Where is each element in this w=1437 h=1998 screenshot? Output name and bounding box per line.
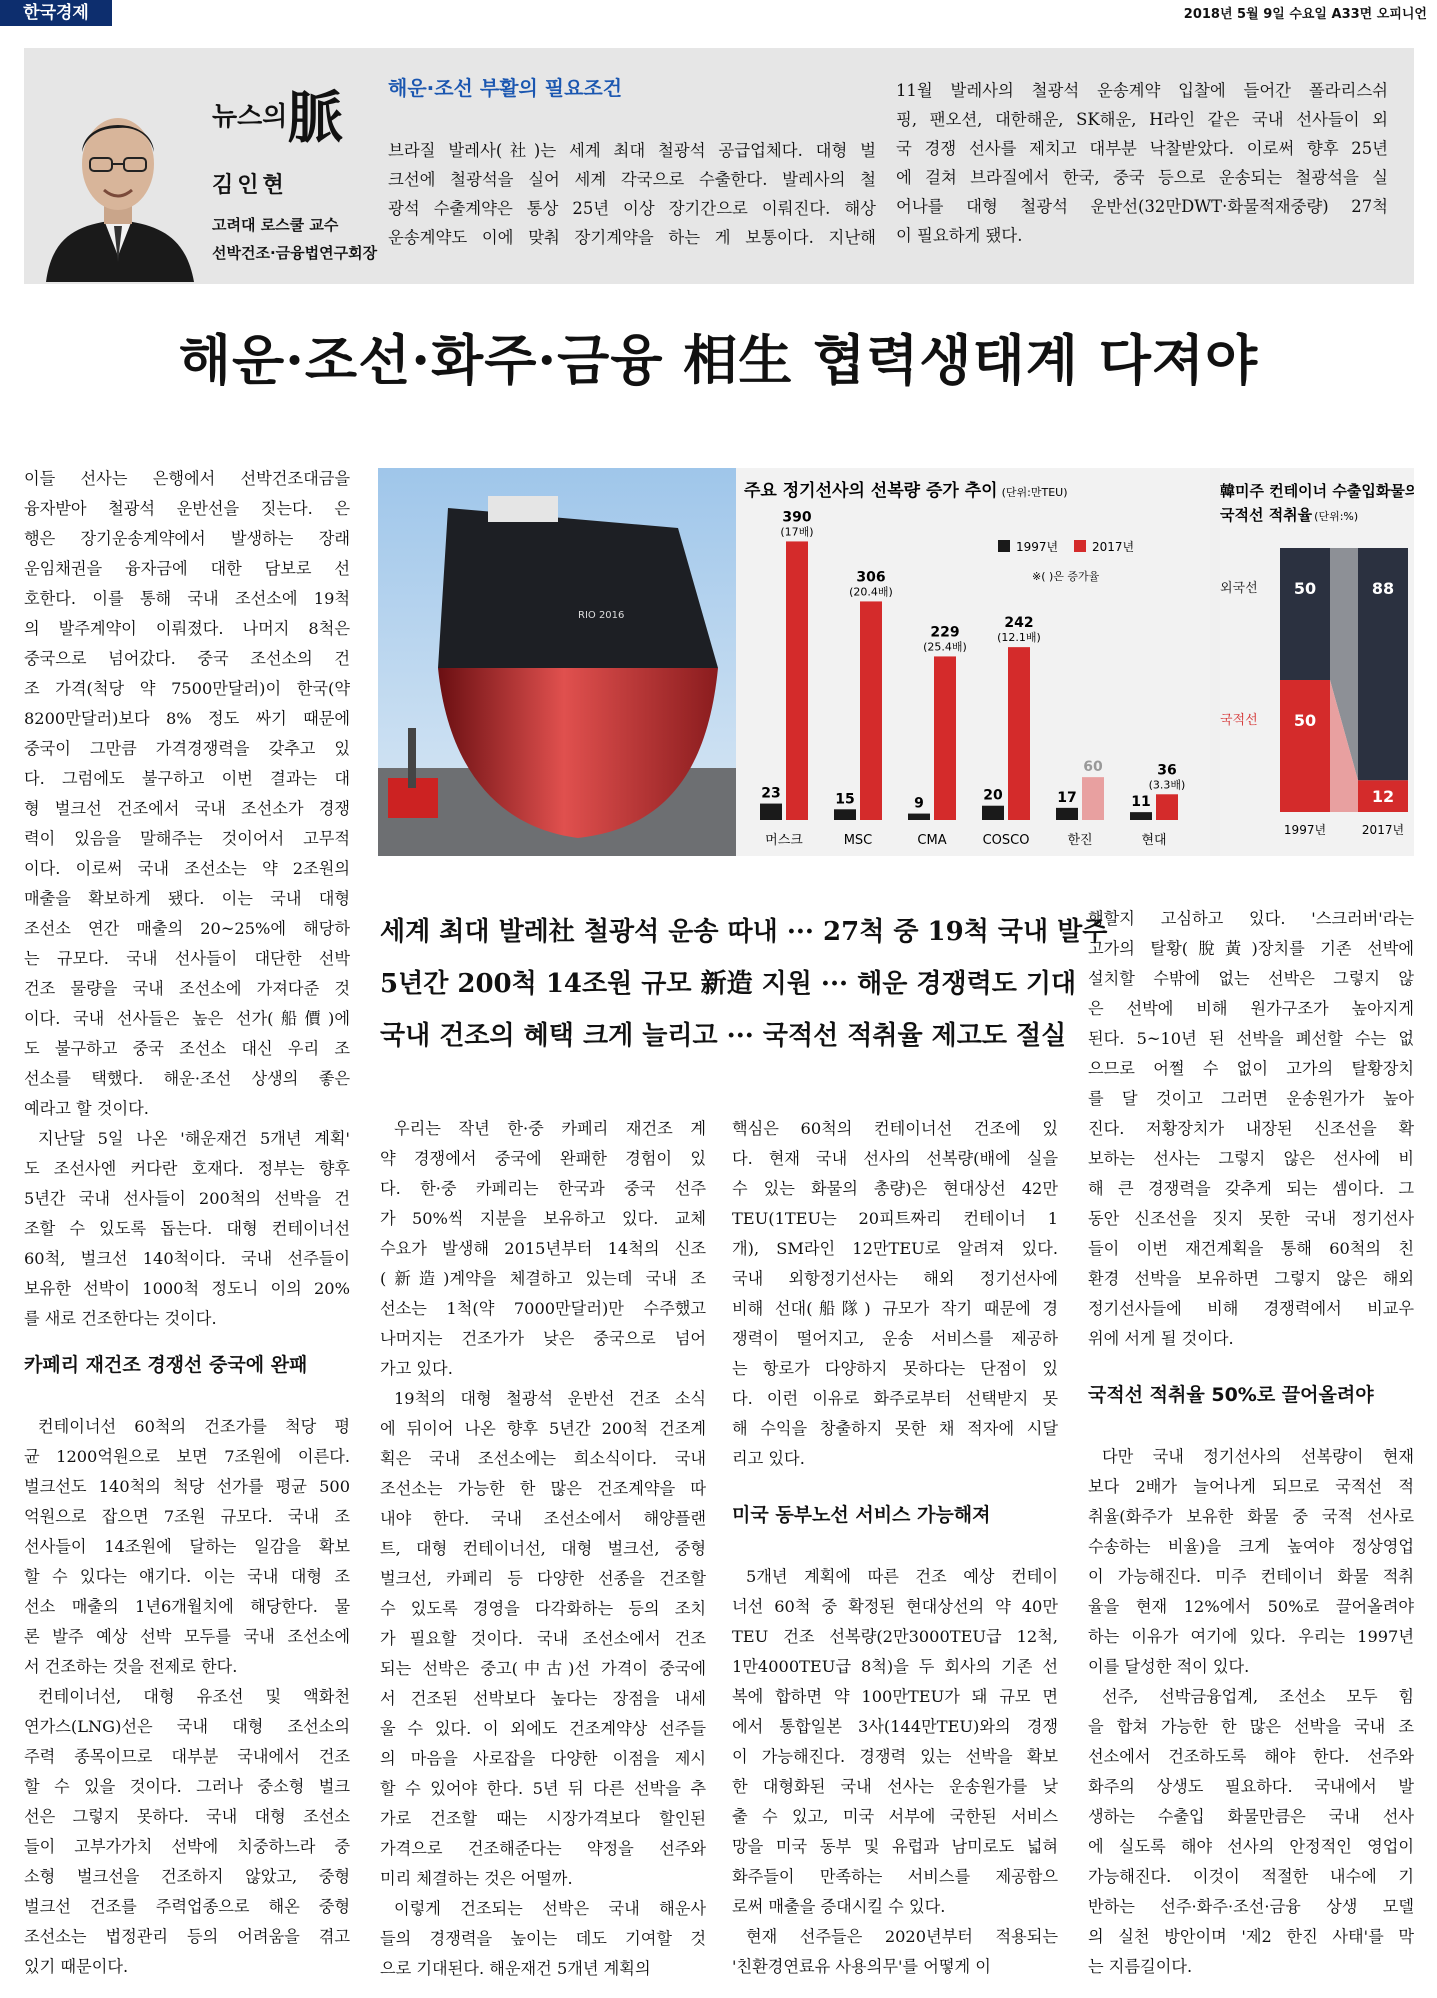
text-line: 획은 국내 조선소에는 희소식이다. 국내 (380, 1449, 706, 1468)
text-line: 조할 수 있도록 돕는다. 대형 컨테이너선 (24, 1219, 350, 1238)
text-line: 트, 대형 컨테이너선, 대형 벌크선, 중형 (380, 1539, 706, 1558)
text-line: 복에 합하면 약 100만TEU가 돼 규모 면 (732, 1687, 1058, 1706)
text-line: 이들 선사는 은행에서 선박건조대금을 (24, 469, 350, 488)
growth-label: (12.1배) (997, 631, 1041, 645)
text-line: 1만4000TEU급 8척)을 두 회사의 기존 선 (732, 1657, 1058, 1676)
category-label: 2017년 (1361, 823, 1405, 837)
text-line: 약 경쟁에서 중국에 완패한 경험이 있 (380, 1149, 706, 1168)
value-label: 242 (1004, 615, 1034, 632)
column-label: 뉴스의脈 (212, 85, 344, 151)
text-line: (新造)계약을 체결하고 있는데 국내 조 (380, 1269, 706, 1288)
main-headline: 해운·조선·화주·금융 相生 협력생태계 다져야 (178, 328, 1259, 392)
text-line: 비해 선대(船隊) 규모가 작기 때문에 경 (732, 1299, 1058, 1318)
stack-value: 12 (1371, 787, 1395, 807)
text-line: 보유한 선박이 1000척 정도니 이의 20% (24, 1279, 350, 1298)
text-line: 매출을 확보하게 됐다. 이는 국내 대형 (24, 889, 350, 908)
text-line: 8200만달러)보다 8% 정도 싸기 때문에 (24, 709, 350, 728)
text-line: 서 건조된 선박보다 높다는 장점을 내세 (380, 1689, 706, 1708)
column-header-box (24, 48, 1414, 284)
text-line: 19척의 대형 철광석 운반선 건조 소식 (394, 1389, 706, 1408)
text-line: 의 마음을 사로잡을 다양한 이점을 제시 (380, 1749, 706, 1768)
body-column-4 (1088, 904, 1414, 1354)
ratio-chart (1220, 468, 1414, 856)
text-line: 이렇게 건조되는 선박은 국내 해운사 (394, 1899, 706, 1918)
value-label: 229 (930, 624, 960, 641)
text-line: 이 가능해진다. 미주 컨테이너 화물 적취 (1088, 1567, 1414, 1586)
bar-한진-1997년 (1056, 808, 1078, 820)
text-line: 다. 이런 이유로 화주로부터 선택받지 못 (732, 1389, 1058, 1408)
body-column-2 (380, 1114, 706, 1984)
bar-MSC-2017년 (860, 601, 882, 820)
author-photo (38, 86, 198, 282)
text-line: 국내 외항정기선사는 해외 정기선사에 (732, 1269, 1058, 1288)
text-line: 다만 국내 정기선사의 선복량이 현재 (1102, 1447, 1414, 1466)
text-line: 벌크선 건조를 주력업종으로 해온 중형 (24, 1897, 350, 1916)
text-line: 출 수 있고, 미국 서부에 국한된 서비스 (732, 1807, 1058, 1826)
body-column-1b (24, 1412, 350, 1982)
text-line: 예라고 할 것이다. (24, 1099, 149, 1118)
text-line: 연가스(LNG)선은 국내 대형 조선소의 (24, 1717, 350, 1736)
text-line: 5년간 국내 선사들이 200척의 선박을 건 (24, 1189, 350, 1208)
text-line: 을 합쳐 가능한 한 많은 선박을 국내 조 (1088, 1717, 1414, 1736)
text-line: 정기선사들에 비해 경쟁력에서 비교우 (1088, 1299, 1414, 1318)
subheadline-2: 5년간 200척 14조원 규모 新造 지원 ··· 해운 경쟁력도 기대 (380, 969, 1077, 999)
chart2-title-line2: 국적선 적취율 (단위:%) (1220, 506, 1359, 524)
value-label: 60 (1083, 759, 1103, 776)
text-line: 고가의 탈황(脫黃)장치를 기존 선박에 (1088, 939, 1414, 958)
text-line: 력이 있음을 말해주는 것이어서 고무적 (24, 829, 350, 848)
value-label: 306 (856, 569, 886, 586)
body-column-4b (1088, 1442, 1414, 1982)
text-line: 지난달 5일 나온 '해운재건 5개년 계획' (38, 1129, 350, 1148)
text-line: 리고 있다. (732, 1449, 805, 1468)
text-line: 행은 장기운송계약에서 발생하는 장래 (24, 529, 350, 548)
text-line: 를 달 것이고 그러면 운송원가가 높아 (1088, 1089, 1414, 1108)
text-line: 반하는 선주·화주·조선·금융 상생 모델 (1088, 1897, 1414, 1916)
text-line: 설치할 수밖에 없는 선박은 그렇지 않 (1088, 969, 1414, 988)
text-line: 은 선박에 비해 원가구조가 높아지게 (1088, 999, 1414, 1018)
text-line: 도 불구하고 중국 조선소 대신 우리 조 (24, 1039, 350, 1058)
text-line: 우리는 작년 한·중 카페리 재건조 계 (394, 1119, 706, 1138)
text-line: 동안 신조선을 짓지 못한 국내 정기선사 (1088, 1209, 1414, 1228)
stack-value: 50 (1293, 711, 1317, 730)
infographic (378, 468, 1414, 856)
category-label: 머스크 (765, 833, 803, 848)
bar-현대-2017년 (1156, 794, 1178, 820)
text-line: 다. 현재 국내 선사의 선복량(배에 실을 (732, 1149, 1058, 1168)
value-label: 11 (1131, 794, 1151, 811)
text-line: 들이 이번 재건계획을 통해 60척의 친 (1088, 1239, 1414, 1258)
top-bar (0, 0, 1437, 26)
subheadline-3: 국내 건조의 혜택 크게 늘리고 ··· 국적선 적취율 제고도 절실 (380, 1021, 1067, 1051)
author-affiliation-2: 선박건조·금융법연구회장 (212, 244, 378, 262)
subheadline-1: 세계 최대 발레社 철광석 운송 따내 ··· 27척 중 19척 국내 발주 (380, 917, 1108, 947)
text-line: 위에 서게 될 것이다. (1088, 1329, 1234, 1348)
text-line: 율을 현재 12%에서 50%로 끌어올려야 (1088, 1597, 1414, 1616)
section-heading-1: 카페리 재건조 경쟁선 중국에 완패 (24, 1354, 308, 1376)
body-column-3b (732, 1562, 1058, 1982)
text-line: 현재 선주들은 2020년부터 적용되는 (746, 1927, 1058, 1946)
text-line: 벌크선, 카페리 등 다양한 선종을 건조할 (380, 1569, 706, 1588)
column-subtitle: 해운·조선 부활의 필요조건 (388, 76, 623, 100)
stack-value: 88 (1371, 579, 1395, 598)
text-line: 의 발주계약이 이뤄졌다. 나머지 8척은 (24, 619, 350, 638)
category-label: CMA (917, 833, 947, 848)
text-line: 개), SM라인 12만TEU로 알려져 있다. (732, 1239, 1058, 1258)
bar-머스크-1997년 (760, 804, 782, 820)
chart1-title: 주요 정기선사의 선복량 증가 추이 (단위:만TEU) (744, 481, 1068, 501)
capacity-chart (736, 468, 1210, 856)
text-line: 균 1200억원으로 보면 7조원에 이른다. (24, 1447, 350, 1466)
subheadline-block (380, 906, 1107, 1062)
ship-name: RIO 2016 (578, 610, 625, 621)
text-line: 생하는 수출입 화물만큼은 국내 선사 (1088, 1807, 1414, 1826)
chart1-note: ※( )은 증가율 (1032, 570, 1100, 583)
text-line: 에 뒤이어 나온 향후 5년간 200척 건조계 (380, 1419, 706, 1438)
text-line: 선소 매출의 1년6개월치에 해당한다. 물 (24, 1597, 350, 1616)
text-line: 진다. 저황장치가 내장된 신조선을 확 (1088, 1119, 1414, 1138)
bar-COSCO-2017년 (1008, 647, 1030, 820)
capacity-chart-svg (736, 468, 1210, 856)
growth-label: (20.4배) (849, 585, 893, 599)
body-column-3 (732, 1114, 1058, 1474)
text-line: 다. 한·중 카페리는 한국과 중국 선주 (380, 1179, 706, 1198)
text-line: 들이 고부가가치 선박에 치중하느라 중 (24, 1837, 350, 1856)
growth-label: (25.4배) (923, 640, 967, 654)
text-line: 이다. 이로써 국내 조선소는 약 2조원의 (24, 859, 350, 878)
text-line: 이를 달성한 적이 있다. (1088, 1657, 1250, 1676)
bar-CMA-2017년 (934, 656, 956, 820)
text-line: 수 있도록 경영을 다각화하는 등의 조치 (380, 1599, 706, 1618)
text-line: 조선소는 가능한 한 많은 건조계약을 따 (380, 1479, 706, 1498)
text-line: 수 있는 화물의 총량)은 현대상선 42만 (732, 1179, 1058, 1198)
text-line: 를 새로 건조한다는 것이다. (24, 1309, 217, 1328)
intro-text-col2: 11월 발레사의 철광석 운송계약 입찰에 들어간 폴라리스쉬 핑, 팬오션, 대한해운, SK해운, H라인 같은 국내 선사들이 외 국 경쟁 선사를 제치고 대부분 낙찰받았다. 이로써 향후 25년 에 걸쳐 브라질에서 한국, 중국 등으로 운송되는 철광석을 실 어나를 대형 철광석 운반선(32만DWT·화물적재중량) 27척 이 필요하게 됐다. (896, 81, 1388, 245)
text-line: 건조 물량을 국내 조선소에 가져다준 것 (24, 979, 350, 998)
text-line: 서 건조하는 것을 전제로 한다. (24, 1657, 238, 1676)
category-label: COSCO (982, 833, 1030, 848)
text-line: 컨테이너선, 대형 유조선 및 액화천 (38, 1687, 350, 1706)
text-line: 주력 종목이므로 대부분 국내에서 건조 (24, 1747, 350, 1766)
text-line: 행할지 고심하고 있다. '스크러버'라는 (1088, 909, 1414, 928)
text-line: 되는 선박은 중고(中古)선 가격이 중국에 (380, 1659, 706, 1678)
legend-swatch-2017 (1074, 540, 1086, 552)
text-line: 선은 그렇지 못하다. 국내 대형 조선소 (24, 1807, 350, 1826)
bar-MSC-1997년 (834, 809, 856, 820)
text-line: 억원으로 잡으면 7조원 규모다. 국내 조 (24, 1507, 350, 1526)
bar-한진-2017년 (1082, 777, 1104, 820)
text-line: 있기 때문이다. (24, 1957, 129, 1976)
growth-label: (17배) (780, 525, 814, 539)
newspaper-masthead: 한국경제 (0, 0, 112, 26)
value-label: 23 (761, 785, 781, 802)
text-line: 환경 선박을 보유하면 그렇지 않은 해외 (1088, 1269, 1414, 1288)
text-line: 가로 건조할 때는 시장가격보다 할인된 (380, 1809, 706, 1828)
category-label: 1997년 (1283, 823, 1327, 837)
text-line: 중국으로 넘어갔다. 중국 조선소의 건 (24, 649, 350, 668)
text-line: 가격으로 건조해준다는 약정을 선주와 (380, 1839, 706, 1858)
text-line: 운임채권을 융자금에 대한 담보로 선 (24, 559, 350, 578)
text-line: 쟁력이 떨어지고, 운송 서비스를 제공하 (732, 1329, 1058, 1348)
text-line: 할 수 있다는 얘기다. 이는 국내 대형 조 (24, 1567, 350, 1586)
stack-value: 50 (1293, 579, 1317, 598)
text-line: 가 50%씩 지분을 보유하고 있다. 교체 (380, 1209, 706, 1228)
text-line: 이다. 국내 선사들은 높은 선가(船價)에 (24, 1009, 350, 1028)
text-line: 선소에서 건조하도록 해야 한다. 선주와 (1088, 1747, 1414, 1766)
text-line: 취율(화주가 보유한 화물 중 국적 선사로 (1088, 1507, 1414, 1526)
section-heading-3: 국적선 적취율 50%로 끌어올려야 (1088, 1384, 1374, 1406)
text-line: 컨테이너선 60척의 건조가를 척당 평 (38, 1417, 350, 1436)
bar-CMA-1997년 (908, 814, 930, 820)
text-line: TEU 건조 선복량(2만3000TEU급 12척, (732, 1627, 1058, 1646)
value-label: 20 (983, 787, 1003, 804)
legend-label-2017: 2017년 (1092, 540, 1135, 554)
text-line: 들의 경쟁력을 높이는 데도 기여할 것 (380, 1929, 706, 1948)
text-line: 에 실도록 해야 선사의 안정적인 영업이 (1088, 1837, 1414, 1856)
text-line: '친환경연료유 사용의무'를 어떻게 이 (732, 1957, 991, 1976)
text-line: 핵심은 60척의 컨테이너선 건조에 있 (732, 1119, 1058, 1138)
series-label: 국적선 (1220, 713, 1258, 728)
text-line: 너선 60척 중 확정된 현대상선의 약 40만 (732, 1597, 1058, 1616)
text-line: 해 수익을 창출하지 못한 채 적자에 시달 (732, 1419, 1058, 1438)
text-line: 보다 2배가 늘어나게 되므로 국적선 적 (1088, 1477, 1414, 1496)
text-line: 도 조선사엔 커다란 호재다. 정부는 향후 (24, 1159, 350, 1178)
text-line: 다. 그럼에도 불구하고 이번 결과는 대 (24, 769, 350, 788)
text-line: 으므로 어쩔 수 없이 고가의 탈황장치 (1088, 1059, 1414, 1078)
chart2-title-line1: 韓미주 컨테이너 수출입화물의 (1220, 482, 1414, 500)
category-label: MSC (843, 833, 873, 848)
ship-photo (378, 468, 736, 856)
text-line: 형 벌크선 건조에서 국내 조선소가 경쟁 (24, 799, 350, 818)
text-line: 에서 통합일본 3사(144만TEU)와의 경쟁 (732, 1717, 1058, 1736)
text-line: 할 수 있을 것이다. 그러나 중소형 벌크 (24, 1777, 350, 1796)
text-line: 가 필요할 것이다. 국내 조선소에서 건조 (380, 1629, 706, 1648)
ratio-chart-svg (1220, 468, 1414, 856)
bar-현대-1997년 (1130, 812, 1152, 820)
text-line: 화주들이 만족하는 서비스를 제공함으 (732, 1867, 1058, 1886)
text-line: 나머지는 건조가가 낮은 중국으로 넘어 (380, 1329, 706, 1348)
intro-text-col1: 브라질 발레사(社)는 세계 최대 철광석 공급업체다. 대형 벌 크선에 철광석을 실어 세계 각국으로 수출한다. 발레사의 철 광석 수출계약은 통상 25년 이상 장기간으로 이뤄진다. 해상 운송계약도 이에 맞춰 장기계약을 하는 게 보통이다. 지난해 (388, 141, 876, 247)
text-line: 는 지름길이다. (1088, 1957, 1193, 1976)
text-line: 으로 기대된다. 해운재건 5개년 계획의 (380, 1959, 651, 1978)
text-line: 벌크선도 140척의 척당 선가를 평균 500 (24, 1477, 350, 1496)
bar-COSCO-1997년 (982, 806, 1004, 820)
text-line: 망을 미국 동부 및 유럽과 남미로도 넓혀 (732, 1837, 1058, 1856)
stack-1997년-국적선 (1280, 680, 1330, 812)
text-line: 5개년 계획에 따른 건조 예상 컨테이 (746, 1567, 1058, 1586)
text-line: 하는 이유가 여기에 있다. 우리는 1997년 (1088, 1627, 1414, 1646)
author-affiliation: 고려대 로스쿨 교수 (212, 216, 339, 234)
text-line: 60척, 벌크선 140척이다. 국내 선주들이 (24, 1249, 350, 1268)
section-heading-2: 미국 동부노선 서비스 가능해져 (732, 1504, 991, 1526)
text-line: 화주의 상생도 필요하다. 국내에서 발 (1088, 1777, 1414, 1796)
text-line: 호한다. 이를 통해 국내 조선소에 19척 (24, 589, 350, 608)
growth-label: (3.3배) (1148, 778, 1186, 792)
value-label: 15 (835, 791, 855, 808)
dateline: 2018년 5월 9일 수요일 A33면 오피니언 (1183, 7, 1427, 22)
text-line: 내야 한다. 국내 조선소에서 해양플랜 (380, 1509, 706, 1528)
text-line: 로써 매출을 증대시킬 수 있다. (732, 1897, 946, 1916)
text-line: 소형 벌크선을 건조하지 않았고, 중형 (24, 1867, 350, 1886)
author-name: 김인현 (212, 173, 288, 198)
text-line: 조선소 연간 매출의 20~25%에 해당하 (24, 919, 350, 938)
legend-label-1997: 1997년 (1016, 540, 1059, 554)
text-line: 론 발주 예상 선박 모두를 국내 조선소에 (24, 1627, 350, 1646)
text-line: 는 항로가 다양하지 못하다는 단점이 있 (732, 1359, 1058, 1378)
text-line: 할 수 있어야 한다. 5년 뒤 다른 선박을 추 (380, 1779, 706, 1798)
text-line: 가능해진다. 이것이 적절한 내수에 기 (1088, 1867, 1414, 1886)
text-line: 미리 체결하는 것은 어떨까. (380, 1869, 573, 1888)
text-line: 된다. 5~10년 된 선박을 폐선할 수는 없 (1088, 1029, 1414, 1048)
category-label: 한진 (1067, 833, 1093, 848)
value-label: 36 (1157, 762, 1177, 779)
stack-1997년-외국선 (1280, 548, 1330, 680)
text-line: 가고 있다. (380, 1359, 453, 1378)
text-line: 보하는 선사는 그렇지 않은 선사에 비 (1088, 1149, 1414, 1168)
text-line: 선주, 선박금융업계, 조선소 모두 힘 (1102, 1687, 1414, 1706)
bar-머스크-2017년 (786, 541, 808, 820)
text-line: 의 실천 방안이며 '제2 한진 사태'를 막 (1088, 1927, 1414, 1946)
text-line: 해 큰 경쟁력을 갖추게 되는 셈이다. 그 (1088, 1179, 1414, 1198)
text-line: 한 대형화된 국내 선사는 운송원가를 낮 (732, 1777, 1058, 1796)
body-column-1 (24, 464, 350, 1334)
series-label: 외국선 (1220, 581, 1258, 596)
text-line: 는 규모다. 국내 선사들이 대단한 선박 (24, 949, 350, 968)
value-label: 390 (782, 509, 812, 526)
text-line: 융자받아 철광석 운반선을 짓는다. 은 (24, 499, 350, 518)
legend-swatch-1997 (998, 540, 1010, 552)
text-line: 선소는 1척(약 7000만달러)만 수주했고 (380, 1299, 706, 1318)
text-line: TEU(1TEU는 20피트짜리 컨테이너 1 (732, 1209, 1058, 1228)
text-line: 울 수 있다. 이 외에도 건조계약상 선주들 (380, 1719, 706, 1738)
text-line: 이 가능해진다. 경쟁력 있는 선박을 확보 (732, 1747, 1058, 1766)
text-line: 조 가격(척당 약 7500만달러)이 한국(약 (24, 679, 350, 698)
text-line: 선사들이 14조원에 달하는 일감을 확보 (24, 1537, 350, 1556)
value-label: 17 (1057, 789, 1077, 806)
text-line: 수요가 발생해 2015년부터 14척의 신조 (380, 1239, 706, 1258)
text-line: 중국이 그만큼 가격경쟁력을 갖추고 있 (24, 739, 350, 758)
text-line: 수송하는 비율)을 크게 높여야 정상영업 (1088, 1537, 1414, 1556)
text-line: 조선소는 법정관리 등의 어려움을 겪고 (24, 1927, 350, 1946)
text-line: 선소를 택했다. 해운·조선 상생의 좋은 (24, 1069, 350, 1088)
value-label: 9 (914, 795, 924, 812)
category-label: 현대 (1141, 833, 1167, 848)
